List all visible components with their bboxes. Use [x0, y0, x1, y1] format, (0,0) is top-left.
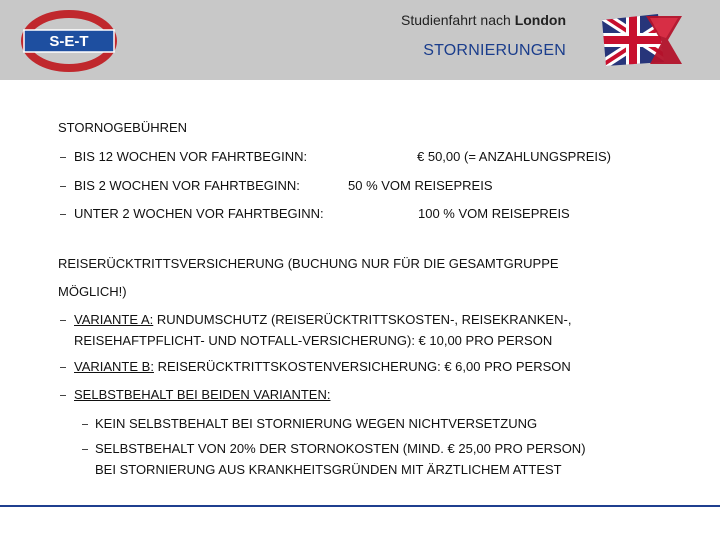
- storno-value-1: € 50,00 (= ANZAHLUNGSPREIS): [417, 149, 611, 164]
- logo-text: S-E-T: [49, 33, 89, 50]
- subtitle-prefix: Studienfahrt nach: [401, 12, 511, 28]
- dash-bullet: [60, 186, 66, 187]
- variant-a-line1: [74, 312, 571, 327]
- storno-value-2: 50 % VOM REISEPREIS: [348, 178, 493, 193]
- dash-bullet: [60, 214, 66, 215]
- variant-b-line: [74, 359, 571, 374]
- dash-bullet: [82, 449, 88, 450]
- variant-b-label: VARIANTE B:: [74, 359, 154, 374]
- dash-bullet: [60, 320, 66, 321]
- variant-b-text: REISERÜCKTRITTSKOSTENVERSICHERUNG: € 6,00 PRO PERSON: [153, 359, 571, 374]
- storno-label-2: BIS 2 WOCHEN VOR FAHRTBEGINN:: [74, 178, 300, 193]
- union-jack-flag-icon: [598, 12, 684, 68]
- dash-bullet: [82, 424, 88, 425]
- selbstbehalt-sub1: KEIN SELBSTBEHALT BEI STORNIERUNG WEGEN NICHTVERSETZUNG: [95, 416, 538, 431]
- storno-value-3: 100 % VOM REISEPREIS: [418, 206, 570, 221]
- footer-rule: [0, 505, 720, 507]
- selbstbehalt-sub2-line1: SELBSTBEHALT VON 20% DER STORNOKOSTEN (MIND. € 25,00 PRO PERSON): [95, 441, 586, 456]
- dash-bullet: [60, 367, 66, 368]
- header-bar: [0, 0, 720, 80]
- variant-a-text: RUNDUMSCHUTZ (REISERÜCKTRITTSKOSTEN-, REISEKRANKEN-,: [153, 312, 572, 327]
- header-subtitle: [0, 12, 566, 28]
- versicherung-heading-line2: MÖGLICH!): [58, 284, 127, 299]
- selbstbehalt-label: SELBSTBEHALT BEI BEIDEN VARIANTEN:: [74, 387, 331, 402]
- storno-label-3: UNTER 2 WOCHEN VOR FAHRTBEGINN:: [74, 206, 324, 221]
- page-title: STORNIERUNGEN: [423, 42, 566, 59]
- variant-a-label: VARIANTE A:: [74, 312, 154, 327]
- dash-bullet: [60, 395, 66, 396]
- dash-bullet: [60, 157, 66, 158]
- subtitle-city: London: [514, 12, 566, 28]
- stornogebuehren-heading: STORNOGEBÜHREN: [58, 120, 188, 135]
- storno-label-1: BIS 12 WOCHEN VOR FAHRTBEGINN:: [74, 149, 308, 164]
- variant-a-line2: REISEHAFTPFLICHT- UND NOTFALL-VERSICHERUNG): € 10,00 PRO PERSON: [74, 333, 553, 348]
- versicherung-heading-line1: REISERÜCKTRITTSVERSICHERUNG (BUCHUNG NUR FÜR DIE GESAMTGRUPPE: [58, 256, 559, 271]
- selbstbehalt-sub2-line2: BEI STORNIERUNG AUS KRANKHEITSGRÜNDEN MIT ÄRZTLICHEM ATTEST: [95, 462, 562, 477]
